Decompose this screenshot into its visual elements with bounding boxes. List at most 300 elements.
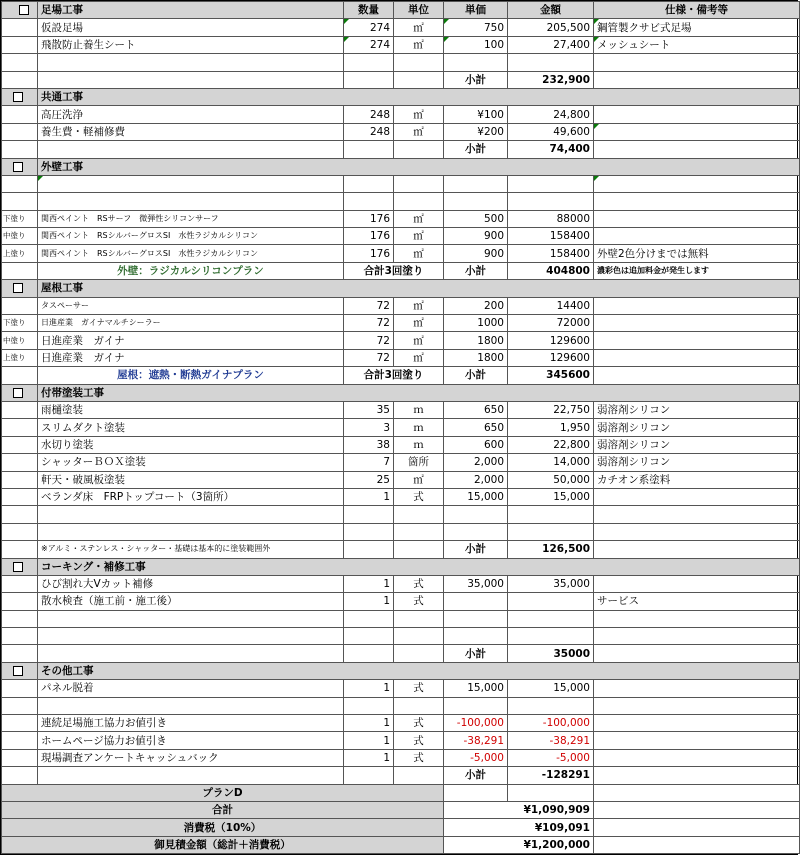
coat-stage bbox=[2, 628, 38, 645]
item-notes bbox=[594, 210, 800, 227]
row-prefix bbox=[2, 262, 38, 279]
item-amount: 14400 bbox=[508, 297, 594, 314]
item-qty bbox=[344, 523, 394, 540]
item-amount: 22,750 bbox=[508, 401, 594, 418]
table-row bbox=[2, 749, 800, 766]
table-row bbox=[2, 54, 800, 71]
section-header-row bbox=[2, 558, 800, 575]
item-name: 養生費・軽補修費 bbox=[38, 123, 344, 140]
plan-subtotal-row bbox=[2, 262, 800, 279]
item-name: 日進産業 ガイナマルチシーラー bbox=[38, 315, 344, 332]
item-qty: 1 bbox=[344, 715, 394, 732]
table-body bbox=[2, 19, 800, 784]
item-notes bbox=[594, 628, 800, 645]
section-title: 外壁工事 bbox=[38, 158, 800, 175]
item-amount bbox=[508, 628, 594, 645]
item-amount: -5,000 bbox=[508, 749, 594, 766]
plan-name: 外壁：ラジカルシリコンプラン bbox=[38, 262, 344, 279]
item-unit: ㎡ bbox=[394, 471, 444, 488]
tax-pad bbox=[594, 819, 800, 836]
item-name: ひび割れ大Vカット補修 bbox=[38, 575, 344, 592]
item-price: 1800 bbox=[444, 349, 508, 366]
item-name: 水切り塗装 bbox=[38, 436, 344, 453]
table-row bbox=[2, 593, 800, 610]
coat-stage bbox=[2, 19, 38, 36]
coat-stage bbox=[2, 610, 38, 627]
item-price: 35,000 bbox=[444, 575, 508, 592]
item-amount: -38,291 bbox=[508, 732, 594, 749]
item-qty bbox=[344, 697, 394, 714]
coat-stage bbox=[2, 54, 38, 71]
item-unit: ㎡ bbox=[394, 36, 444, 53]
item-amount: 205,500 bbox=[508, 19, 594, 36]
coat-stage: 中塗り bbox=[2, 332, 38, 349]
subtotal-unit bbox=[394, 71, 444, 88]
header-price: 単価 bbox=[444, 2, 508, 19]
coat-stage bbox=[2, 36, 38, 53]
item-qty: 1 bbox=[344, 732, 394, 749]
table-row bbox=[2, 332, 800, 349]
item-name: スリムダクト塗装 bbox=[38, 419, 344, 436]
item-notes: 弱溶剤シリコン bbox=[594, 454, 800, 471]
plan-name: プランD bbox=[2, 784, 444, 801]
subtotal-unit bbox=[394, 767, 444, 784]
section-header-row bbox=[2, 384, 800, 401]
subtotal-qty bbox=[344, 541, 394, 558]
item-price: 600 bbox=[444, 436, 508, 453]
coat-stage bbox=[2, 436, 38, 453]
item-name bbox=[38, 175, 344, 192]
item-amount: 35,000 bbox=[508, 575, 594, 592]
item-price: 100 bbox=[444, 36, 508, 53]
item-unit: 式 bbox=[394, 715, 444, 732]
tax-value: ¥109,091 bbox=[444, 819, 594, 836]
item-unit: ㎡ bbox=[394, 349, 444, 366]
coat-stage bbox=[2, 575, 38, 592]
item-qty: 176 bbox=[344, 210, 394, 227]
subtotal-note bbox=[38, 71, 344, 88]
coat-stage bbox=[2, 123, 38, 140]
section-title: 共通工事 bbox=[38, 88, 800, 105]
item-qty bbox=[344, 610, 394, 627]
coat-stage: 上塗り bbox=[2, 349, 38, 366]
item-amount: 27,400 bbox=[508, 36, 594, 53]
item-amount bbox=[508, 697, 594, 714]
plan-subtotal-row bbox=[2, 367, 800, 384]
item-qty bbox=[344, 506, 394, 523]
table-row bbox=[2, 210, 800, 227]
total-value: ¥1,090,909 bbox=[444, 801, 594, 818]
coat-stage bbox=[2, 680, 38, 697]
item-amount bbox=[508, 54, 594, 71]
coat-stage bbox=[2, 697, 38, 714]
subtotal-label: 小計 bbox=[444, 367, 508, 384]
item-name bbox=[38, 523, 344, 540]
item-price bbox=[444, 506, 508, 523]
coat-stage: 中塗り bbox=[2, 228, 38, 245]
item-notes bbox=[594, 297, 800, 314]
row-prefix bbox=[2, 367, 38, 384]
section-header-row bbox=[2, 158, 800, 175]
table-row bbox=[2, 454, 800, 471]
tax-label: 消費税（10%） bbox=[2, 819, 444, 836]
item-name: ベランダ床 FRPトップコート（3箇所） bbox=[38, 488, 344, 505]
subtotal-amount: 35000 bbox=[508, 645, 594, 662]
item-price bbox=[444, 54, 508, 71]
checkbox-square-icon bbox=[13, 562, 23, 572]
item-name: 連続足場施工協力お値引き bbox=[38, 715, 344, 732]
item-notes: 弱溶剤シリコン bbox=[594, 436, 800, 453]
item-notes: メッシュシート bbox=[594, 36, 800, 53]
item-unit: ㎡ bbox=[394, 228, 444, 245]
subtotal-amount: 126,500 bbox=[508, 541, 594, 558]
plan-pad bbox=[444, 784, 508, 801]
row-prefix bbox=[2, 541, 38, 558]
section-title: コーキング・補修工事 bbox=[38, 558, 800, 575]
subtotal-amount: 232,900 bbox=[508, 71, 594, 88]
item-name: 高圧洗浄 bbox=[38, 106, 344, 123]
table-row bbox=[2, 697, 800, 714]
item-price: ¥100 bbox=[444, 106, 508, 123]
table-row bbox=[2, 488, 800, 505]
grand-total-row bbox=[2, 836, 800, 853]
subtotal-unit bbox=[394, 141, 444, 158]
item-amount: 24,800 bbox=[508, 106, 594, 123]
item-unit: ㎡ bbox=[394, 297, 444, 314]
section-checkbox-cell bbox=[2, 158, 38, 175]
item-name: 関西ペイント RSサーフ 微弾性シリコンサーフ bbox=[38, 210, 344, 227]
section-checkbox-cell bbox=[2, 88, 38, 105]
coat-stage bbox=[2, 471, 38, 488]
coat-stage bbox=[2, 419, 38, 436]
header-unit: 単位 bbox=[394, 2, 444, 19]
subtotal-notes bbox=[594, 71, 800, 88]
item-notes bbox=[594, 175, 800, 192]
table-row bbox=[2, 471, 800, 488]
item-unit: 式 bbox=[394, 593, 444, 610]
subtotal-amount: -128291 bbox=[508, 767, 594, 784]
item-unit bbox=[394, 523, 444, 540]
item-name: 仮設足場 bbox=[38, 19, 344, 36]
table-row bbox=[2, 193, 800, 210]
table-row bbox=[2, 628, 800, 645]
item-qty bbox=[344, 54, 394, 71]
item-unit bbox=[394, 54, 444, 71]
item-name: 軒天・破風板塗装 bbox=[38, 471, 344, 488]
item-unit: 式 bbox=[394, 575, 444, 592]
subtotal-label: 小計 bbox=[444, 141, 508, 158]
item-qty: 274 bbox=[344, 36, 394, 53]
subtotal-note bbox=[38, 767, 344, 784]
item-price: 2,000 bbox=[444, 454, 508, 471]
item-price: -38,291 bbox=[444, 732, 508, 749]
item-qty: 7 bbox=[344, 454, 394, 471]
item-name: 関西ペイント RSシルバーグロスSI 水性ラジカルシリコン bbox=[38, 228, 344, 245]
plan-pad bbox=[508, 784, 594, 801]
item-amount bbox=[508, 523, 594, 540]
item-notes: 弱溶剤シリコン bbox=[594, 401, 800, 418]
item-amount: 88000 bbox=[508, 210, 594, 227]
subtotal-row bbox=[2, 767, 800, 784]
table-row bbox=[2, 575, 800, 592]
table-row bbox=[2, 610, 800, 627]
table-row bbox=[2, 680, 800, 697]
item-qty: 72 bbox=[344, 315, 394, 332]
table-row bbox=[2, 228, 800, 245]
item-qty bbox=[344, 175, 394, 192]
item-qty: 248 bbox=[344, 106, 394, 123]
item-notes: カチオン系塗料 bbox=[594, 471, 800, 488]
subtotal-row bbox=[2, 71, 800, 88]
item-qty: 176 bbox=[344, 228, 394, 245]
item-qty: 274 bbox=[344, 19, 394, 36]
subtotal-label: 小計 bbox=[444, 645, 508, 662]
subtotal-label: 小計 bbox=[444, 71, 508, 88]
tax-row bbox=[2, 819, 800, 836]
item-unit: ㎡ bbox=[394, 106, 444, 123]
item-name bbox=[38, 506, 344, 523]
plan-row bbox=[2, 784, 800, 801]
subtotal-amount: 74,400 bbox=[508, 141, 594, 158]
estimate-table bbox=[1, 1, 800, 854]
row-prefix bbox=[2, 767, 38, 784]
item-price: 15,000 bbox=[444, 680, 508, 697]
checkbox-square-icon bbox=[13, 666, 23, 676]
item-name: 現場調査アンケートキャッシュバック bbox=[38, 749, 344, 766]
item-name: パネル脱着 bbox=[38, 680, 344, 697]
coat-stage bbox=[2, 749, 38, 766]
item-qty: 72 bbox=[344, 332, 394, 349]
item-notes bbox=[594, 228, 800, 245]
subtotal-label: 小計 bbox=[444, 767, 508, 784]
item-qty: 72 bbox=[344, 349, 394, 366]
item-price: 900 bbox=[444, 228, 508, 245]
coat-stage bbox=[2, 593, 38, 610]
item-amount: 129600 bbox=[508, 332, 594, 349]
header-row bbox=[2, 2, 800, 19]
item-notes bbox=[594, 315, 800, 332]
item-unit: ㎡ bbox=[394, 123, 444, 140]
subtotal-notes bbox=[594, 645, 800, 662]
item-name bbox=[38, 610, 344, 627]
item-price: 500 bbox=[444, 210, 508, 227]
row-prefix bbox=[2, 71, 38, 88]
item-unit: ｍ bbox=[394, 436, 444, 453]
table-row bbox=[2, 106, 800, 123]
subtotal-note: ※アルミ・ステンレス・シャッター・基礎は基本的に塗装範囲外 bbox=[38, 541, 344, 558]
item-qty: 176 bbox=[344, 245, 394, 262]
item-price: 650 bbox=[444, 419, 508, 436]
item-amount: 15,000 bbox=[508, 488, 594, 505]
item-notes bbox=[594, 506, 800, 523]
item-unit bbox=[394, 697, 444, 714]
item-price: 15,000 bbox=[444, 488, 508, 505]
item-notes bbox=[594, 123, 800, 140]
item-unit: ㎡ bbox=[394, 19, 444, 36]
table-row bbox=[2, 715, 800, 732]
item-amount bbox=[508, 175, 594, 192]
item-amount: 14,000 bbox=[508, 454, 594, 471]
subtotal-unit bbox=[394, 541, 444, 558]
item-unit: 式 bbox=[394, 732, 444, 749]
plan-coats: 合計3回塗り bbox=[344, 367, 444, 384]
item-price bbox=[444, 628, 508, 645]
item-unit bbox=[394, 610, 444, 627]
coat-stage bbox=[2, 523, 38, 540]
table-row bbox=[2, 297, 800, 314]
section-title-scaffold: 足場工事 bbox=[38, 2, 344, 19]
subtotal-notes bbox=[594, 767, 800, 784]
item-qty: 25 bbox=[344, 471, 394, 488]
item-amount: 50,000 bbox=[508, 471, 594, 488]
item-amount: 158400 bbox=[508, 245, 594, 262]
subtotal-row bbox=[2, 541, 800, 558]
item-name: 散水検査（施工前・施工後） bbox=[38, 593, 344, 610]
section-checkbox-cell bbox=[2, 662, 38, 679]
item-amount bbox=[508, 506, 594, 523]
item-amount: 72000 bbox=[508, 315, 594, 332]
item-qty: 248 bbox=[344, 123, 394, 140]
item-price: 2,000 bbox=[444, 471, 508, 488]
section-header-row bbox=[2, 662, 800, 679]
section-header-row bbox=[2, 88, 800, 105]
total-row bbox=[2, 801, 800, 818]
item-unit: 式 bbox=[394, 680, 444, 697]
checkbox-square-icon bbox=[13, 162, 23, 172]
plan-pad bbox=[594, 784, 800, 801]
checkbox-square-icon bbox=[13, 283, 23, 293]
coat-stage: 上塗り bbox=[2, 245, 38, 262]
plan-notes bbox=[594, 367, 800, 384]
coat-stage bbox=[2, 106, 38, 123]
section-checkbox-cell bbox=[2, 280, 38, 297]
coat-stage bbox=[2, 715, 38, 732]
item-notes bbox=[594, 697, 800, 714]
item-unit: ㎡ bbox=[394, 332, 444, 349]
subtotal-qty bbox=[344, 71, 394, 88]
item-amount bbox=[508, 610, 594, 627]
item-price: 1000 bbox=[444, 315, 508, 332]
table-row bbox=[2, 401, 800, 418]
subtotal-note bbox=[38, 141, 344, 158]
item-amount: 49,600 bbox=[508, 123, 594, 140]
section-title: その他工事 bbox=[38, 662, 800, 679]
item-notes bbox=[594, 732, 800, 749]
table-row bbox=[2, 36, 800, 53]
item-notes bbox=[594, 523, 800, 540]
item-price: 1800 bbox=[444, 332, 508, 349]
item-qty: 1 bbox=[344, 680, 394, 697]
item-price: 900 bbox=[444, 245, 508, 262]
table-row bbox=[2, 349, 800, 366]
subtotal-row bbox=[2, 645, 800, 662]
item-qty: 1 bbox=[344, 749, 394, 766]
item-unit: ｍ bbox=[394, 401, 444, 418]
item-price bbox=[444, 193, 508, 210]
subtotal-qty bbox=[344, 141, 394, 158]
subtotal-unit bbox=[394, 645, 444, 662]
item-notes bbox=[594, 575, 800, 592]
item-amount: 22,800 bbox=[508, 436, 594, 453]
item-amount bbox=[508, 593, 594, 610]
coat-stage bbox=[2, 175, 38, 192]
table-row bbox=[2, 732, 800, 749]
item-notes bbox=[594, 332, 800, 349]
plan-notes: 濃彩色は追加料金が発生します bbox=[594, 262, 800, 279]
coat-stage: 下塗り bbox=[2, 210, 38, 227]
item-price: 650 bbox=[444, 401, 508, 418]
coat-stage bbox=[2, 454, 38, 471]
subtotal-notes bbox=[594, 141, 800, 158]
item-name: 日進産業 ガイナ bbox=[38, 349, 344, 366]
item-notes: 弱溶剤シリコン bbox=[594, 419, 800, 436]
coat-stage: 下塗り bbox=[2, 315, 38, 332]
section-header-row bbox=[2, 280, 800, 297]
item-qty bbox=[344, 193, 394, 210]
item-unit: ㎡ bbox=[394, 210, 444, 227]
coat-stage bbox=[2, 488, 38, 505]
plan-coats: 合計3回塗り bbox=[344, 262, 444, 279]
section-title: 屋根工事 bbox=[38, 280, 800, 297]
table-row bbox=[2, 523, 800, 540]
item-notes bbox=[594, 488, 800, 505]
subtotal-label: 小計 bbox=[444, 262, 508, 279]
coat-stage bbox=[2, 506, 38, 523]
item-notes bbox=[594, 193, 800, 210]
subtotal-label: 小計 bbox=[444, 541, 508, 558]
item-qty bbox=[344, 628, 394, 645]
table-row bbox=[2, 123, 800, 140]
subtotal-notes bbox=[594, 541, 800, 558]
item-notes: 外壁2色分けまでは無料 bbox=[594, 245, 800, 262]
item-price bbox=[444, 697, 508, 714]
item-price bbox=[444, 175, 508, 192]
item-price: 750 bbox=[444, 19, 508, 36]
item-name: 関西ペイント RSシルバーグロスSI 水性ラジカルシリコン bbox=[38, 245, 344, 262]
item-notes bbox=[594, 349, 800, 366]
section-checkbox-cell bbox=[2, 384, 38, 401]
subtotal-amount: 404800 bbox=[508, 262, 594, 279]
item-price: 200 bbox=[444, 297, 508, 314]
item-price: -100,000 bbox=[444, 715, 508, 732]
item-amount: 1,950 bbox=[508, 419, 594, 436]
item-unit: ㎡ bbox=[394, 315, 444, 332]
item-unit: 式 bbox=[394, 749, 444, 766]
item-qty: 1 bbox=[344, 575, 394, 592]
item-name: 雨樋塗装 bbox=[38, 401, 344, 418]
item-unit: ㎡ bbox=[394, 245, 444, 262]
item-unit bbox=[394, 506, 444, 523]
item-name: ホームページ協力お値引き bbox=[38, 732, 344, 749]
subtotal-qty bbox=[344, 645, 394, 662]
table-row bbox=[2, 436, 800, 453]
item-name: 飛散防止養生シート bbox=[38, 36, 344, 53]
item-name bbox=[38, 697, 344, 714]
summary-block bbox=[2, 784, 800, 854]
item-notes bbox=[594, 106, 800, 123]
checkbox-square-icon bbox=[13, 92, 23, 102]
table-row bbox=[2, 19, 800, 36]
item-amount: 129600 bbox=[508, 349, 594, 366]
item-qty: 3 bbox=[344, 419, 394, 436]
item-notes: サービス bbox=[594, 593, 800, 610]
item-amount bbox=[508, 193, 594, 210]
coat-stage bbox=[2, 193, 38, 210]
section-checkbox-cell bbox=[2, 558, 38, 575]
header-amount: 金額 bbox=[508, 2, 594, 19]
subtotal-note bbox=[38, 645, 344, 662]
coat-stage bbox=[2, 297, 38, 314]
